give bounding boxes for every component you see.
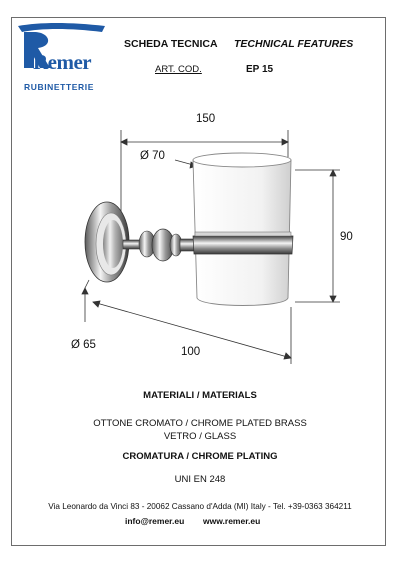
finish-heading: CROMATURA / CHROME PLATING xyxy=(122,451,278,462)
article-code: EP 15 xyxy=(246,64,274,75)
title-italian: SCHEDA TECNICA xyxy=(124,38,218,50)
article-code-label: ART. COD. xyxy=(155,64,202,75)
dimension-height-line xyxy=(295,170,340,302)
materials-list xyxy=(0,417,400,443)
dimension-width-label: 150 xyxy=(196,113,216,125)
brand-subtitle: RUBINETTERIE xyxy=(24,82,95,92)
holder-arm xyxy=(123,229,205,261)
wall-flange xyxy=(85,202,129,282)
standard-code: UNI EN 248 xyxy=(174,474,226,485)
company-address: Via Leonardo da Vinci 83 - 20062 Cassano d'Adda (MI) Italy - Tel. +39-0363 364211 xyxy=(48,502,352,511)
specifications xyxy=(0,389,400,402)
dimension-flange-diameter-line xyxy=(82,280,89,322)
glass-tumbler xyxy=(193,153,291,306)
brand-name: Remer xyxy=(33,50,92,74)
finish-section xyxy=(0,450,400,463)
dimension-height-label: 90 xyxy=(340,231,353,243)
material-glass: VETRO / GLASS xyxy=(163,431,237,442)
dimension-cup-diameter-label: Ø 70 xyxy=(140,150,165,162)
company-email-link[interactable]: info@remer.eu xyxy=(125,516,185,526)
materials-heading: MATERIALI / MATERIALS xyxy=(143,390,257,401)
material-brass: OTTONE CROMATO / CHROME PLATED BRASS xyxy=(93,418,307,429)
company-website-link[interactable]: www.remer.eu xyxy=(203,516,261,526)
product-drawing xyxy=(55,102,375,372)
title-english: TECHNICAL FEATURES xyxy=(234,38,354,50)
dimension-flange-diameter-label: Ø 65 xyxy=(71,339,96,351)
holder-ring xyxy=(193,232,293,254)
dimension-depth-label: 100 xyxy=(181,346,201,358)
standard-section xyxy=(0,473,400,486)
